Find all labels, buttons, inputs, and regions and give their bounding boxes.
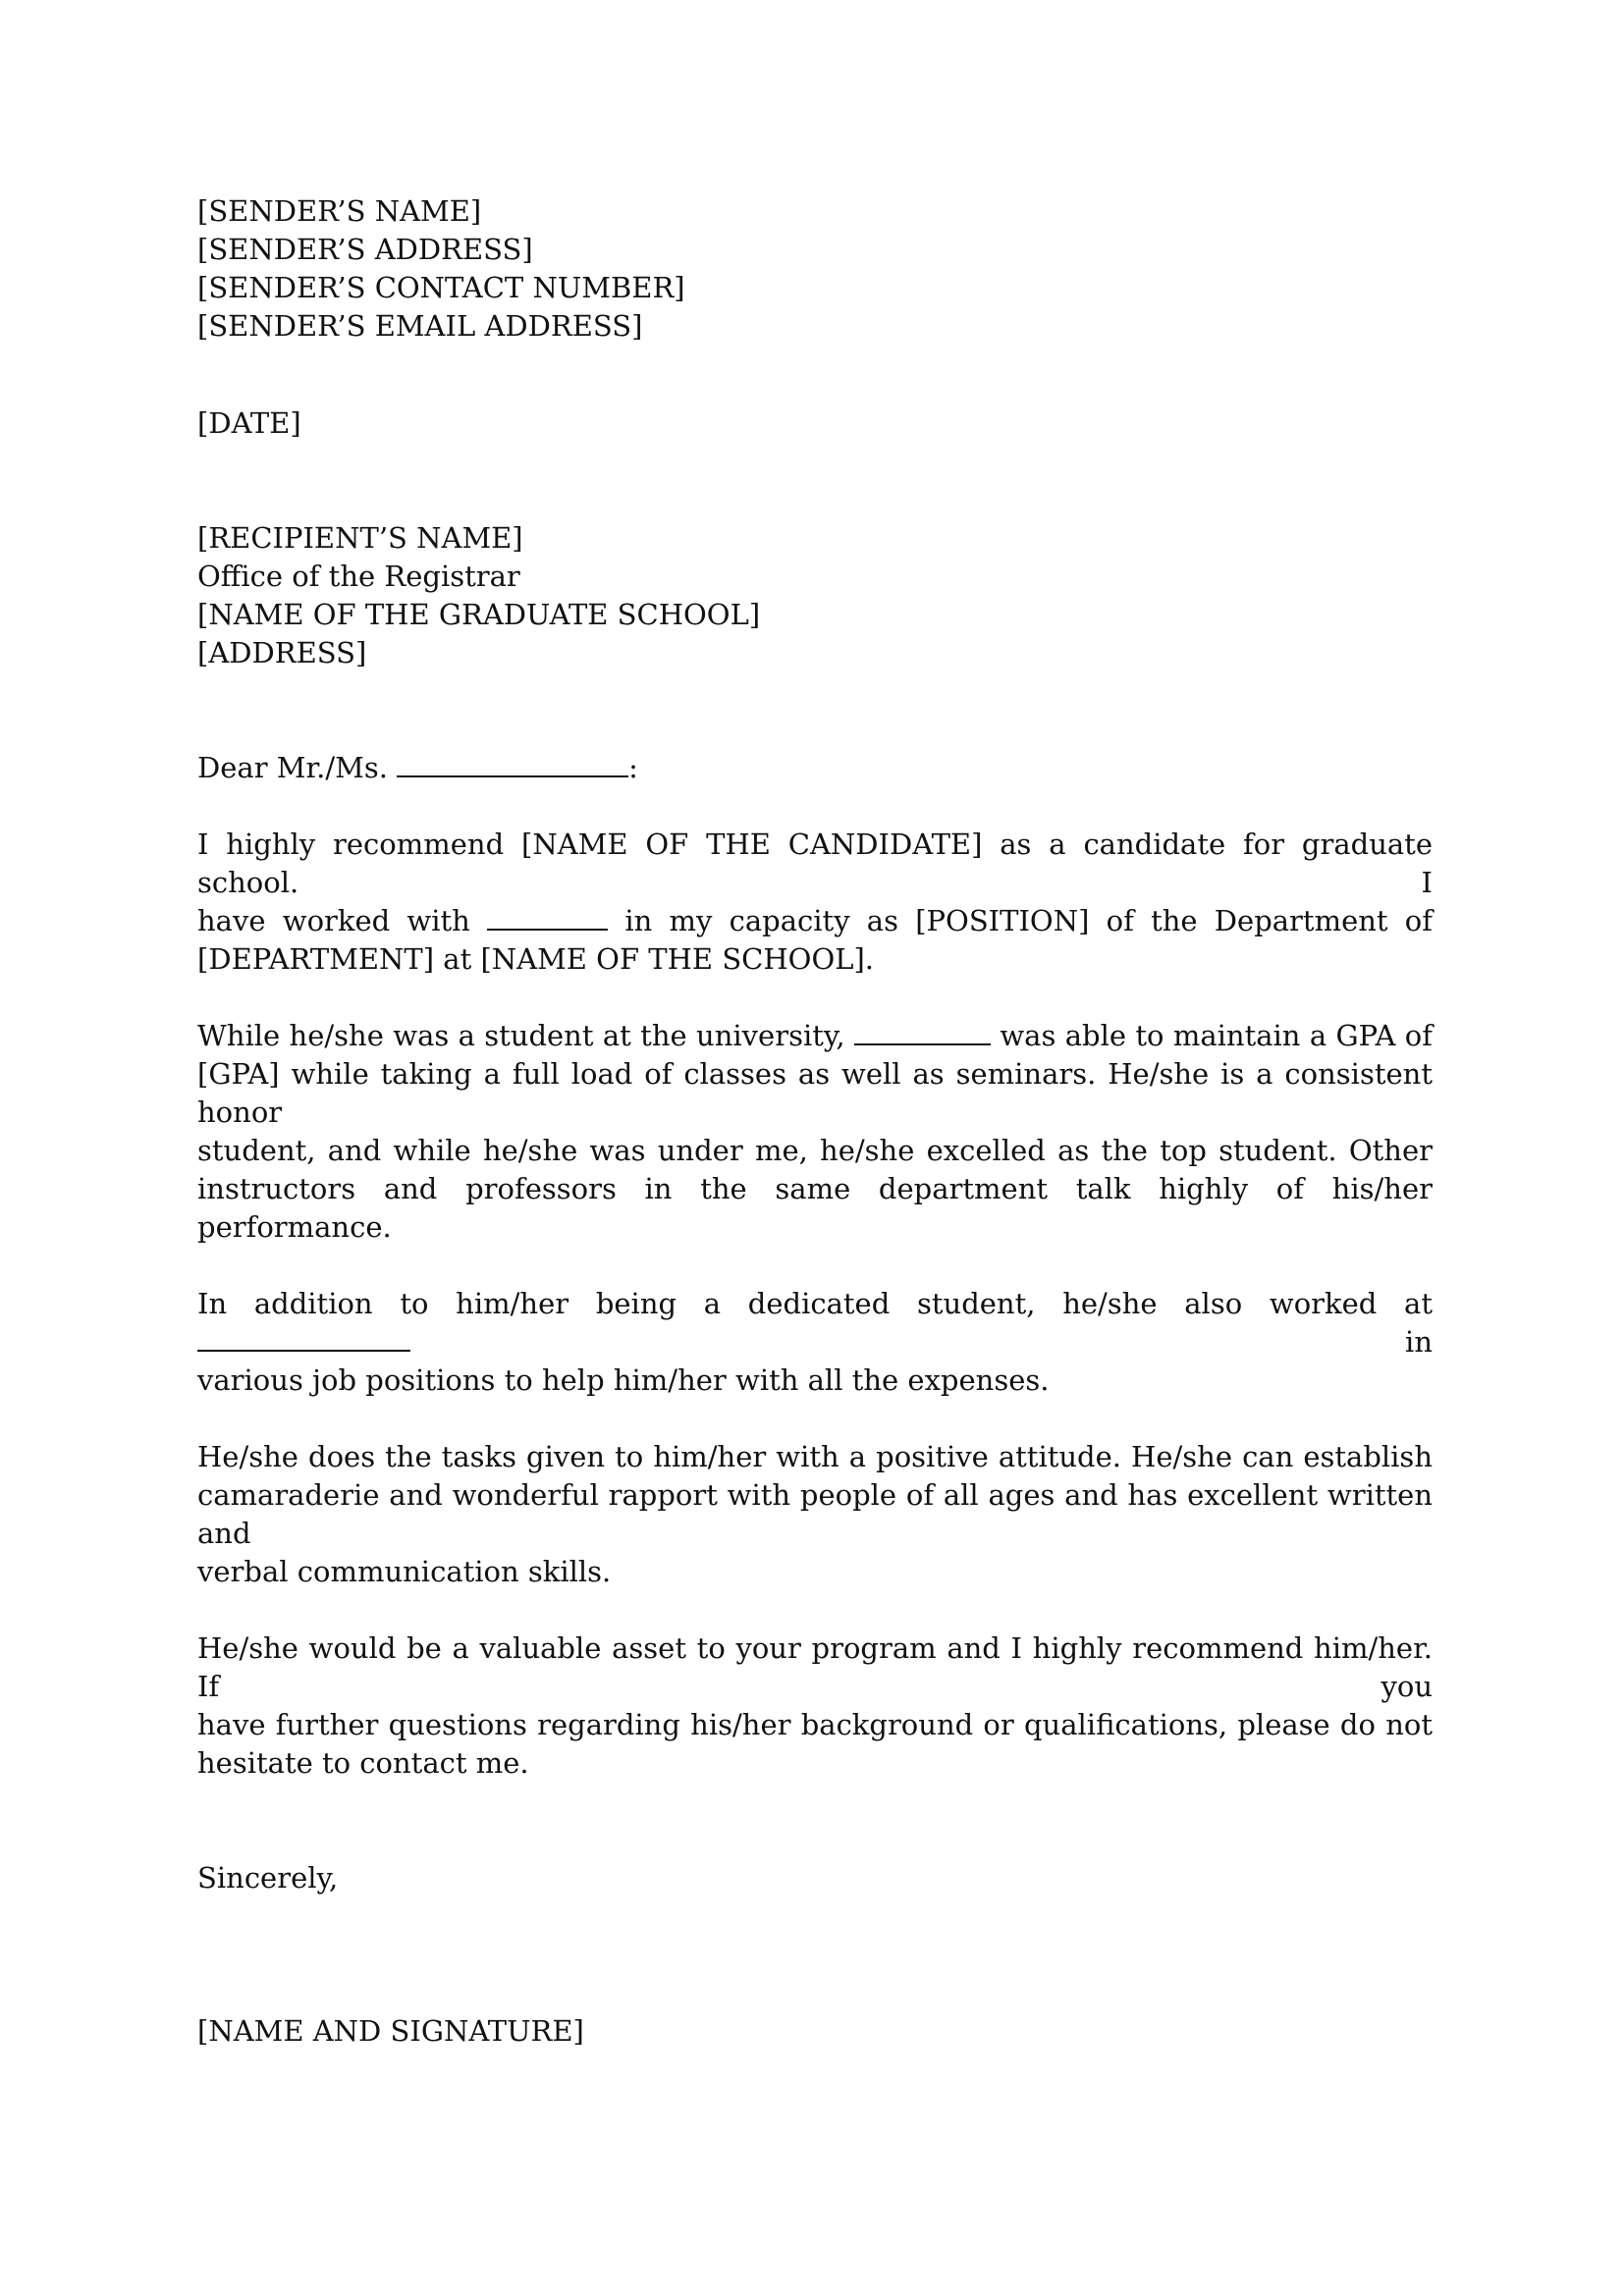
paragraph-attitude xyxy=(197,1438,1433,1591)
paragraph-line: I highly recommend [NAME OF THE CANDIDATE] as a candidate for graduate school. I xyxy=(197,828,1433,899)
signature: [NAME AND SIGNATURE] xyxy=(197,2014,584,2048)
signature-block xyxy=(197,2012,1433,2051)
sender-block xyxy=(197,192,1433,346)
sender-contact: [SENDER’S CONTACT NUMBER] xyxy=(197,271,685,304)
paragraph-line: hesitate to contact me. xyxy=(197,1746,529,1780)
candidate-blank xyxy=(487,903,608,931)
date-block xyxy=(197,404,1433,443)
paragraph-line: He/she would be a valuable asset to your program and I highly recommend him/her. If you xyxy=(197,1631,1433,1703)
paragraph-recommendation xyxy=(197,826,1433,979)
paragraph-line: verbal communication skills. xyxy=(197,1555,612,1588)
recipient-block xyxy=(197,519,1433,672)
recipient-name: [RECIPIENT’S NAME] xyxy=(197,521,523,555)
sender-name: [SENDER’S NAME] xyxy=(197,194,482,228)
recipient-school: [NAME OF THE GRADUATE SCHOOL] xyxy=(197,598,761,631)
paragraph-line: have worked with in my capacity as [POSITION] of the Department of xyxy=(197,904,1433,937)
closing: Sincerely, xyxy=(197,1861,339,1895)
paragraph-line: He/she does the tasks given to him/her with a positive attitude. He/she can establish xyxy=(197,1440,1433,1473)
paragraph-line: various job positions to help him/her with all the expenses. xyxy=(197,1363,1050,1397)
paragraph-line: [GPA] while taking a full load of classes as well as seminars. He/she is a consistent honor xyxy=(197,1057,1433,1129)
paragraph-line: While he/she was a student at the university, was able to maintain a GPA of xyxy=(197,1019,1433,1052)
paragraph-line: have further questions regarding his/her background or qualifications, please do not xyxy=(197,1708,1433,1741)
letter-date: [DATE] xyxy=(197,406,301,440)
closing-block xyxy=(197,1859,1433,1897)
recipient-office: Office of the Registrar xyxy=(197,560,520,593)
paragraph-work xyxy=(197,1285,1433,1400)
salutation-prefix: Dear Mr./Ms. xyxy=(197,751,398,784)
paragraph-line: [DEPARTMENT] at [NAME OF THE SCHOOL]. xyxy=(197,942,875,976)
paragraph-line: In addition to him/her being a dedicated student, he/she also worked at in xyxy=(197,1287,1433,1359)
paragraph-line: camaraderie and wonderful rapport with people of all ages and has excellent written and xyxy=(197,1478,1433,1550)
recipient-address: [ADDRESS] xyxy=(197,636,367,669)
sender-email: [SENDER’S EMAIL ADDRESS] xyxy=(197,309,643,343)
salutation-name-blank xyxy=(397,750,628,777)
sender-address: [SENDER’S ADDRESS] xyxy=(197,233,533,266)
workplace-blank xyxy=(197,1324,410,1352)
letter-body xyxy=(197,192,1433,2051)
paragraph-line: student, and while he/she was under me, he/she excelled as the top student. Other xyxy=(197,1134,1433,1167)
paragraph-academic xyxy=(197,1017,1433,1247)
salutation-suffix: : xyxy=(628,751,638,784)
student-name-blank xyxy=(854,1018,991,1045)
paragraph-line: instructors and professors in the same department talk highly of his/her performance. xyxy=(197,1172,1433,1244)
paragraph-closing xyxy=(197,1629,1433,1783)
salutation xyxy=(197,749,1433,787)
